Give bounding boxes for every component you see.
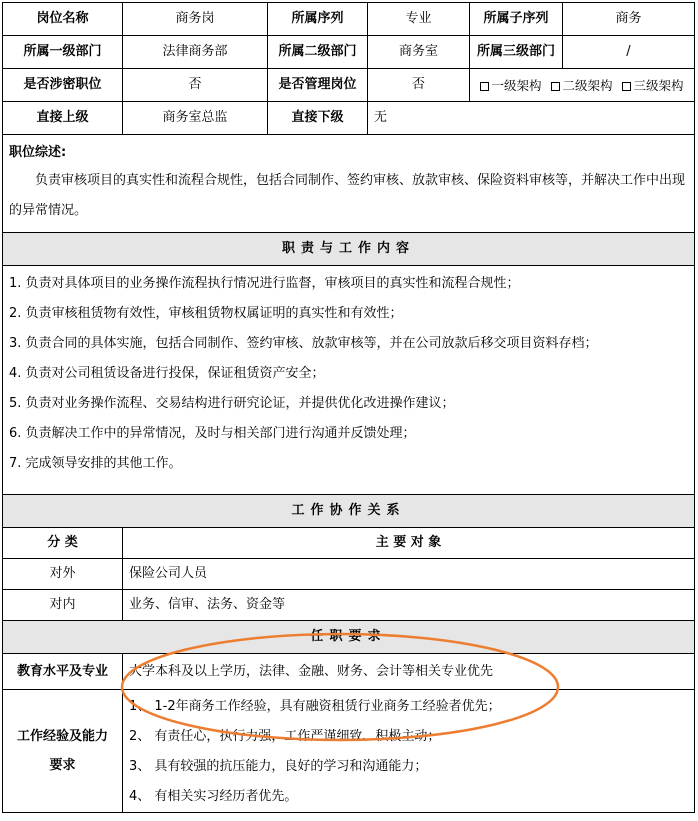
management-value: 否 xyxy=(368,69,470,102)
duty-item: 2. 负责审核租赁物有效性，审核租赁物权属证明的真实性和有效性； xyxy=(9,306,403,321)
dept-level-2-label: 所属二级部门 xyxy=(268,36,368,69)
header-row-1 xyxy=(3,3,695,36)
summary-cell xyxy=(3,135,695,233)
cooperation-target: 保险公司人员 xyxy=(123,559,695,590)
sequence-label: 所属序列 xyxy=(268,3,368,36)
requirements-section-title: 任职要求 xyxy=(3,621,695,654)
cooperation-title-row xyxy=(3,495,695,528)
job-description-document xyxy=(2,2,694,819)
duties-title-row xyxy=(3,233,695,266)
duties-section-title: 职责与工作内容 xyxy=(3,233,695,266)
dept-level-3-value: / xyxy=(563,36,695,69)
sub-sequence-value: 商务 xyxy=(563,3,695,36)
cooperation-section-title: 工作协作关系 xyxy=(3,495,695,528)
checkbox-level-3[interactable] xyxy=(622,82,631,91)
cooperation-category: 对外 xyxy=(3,559,123,590)
checkbox-level-2-label: 二级架构 xyxy=(562,77,613,93)
confidential-label: 是否涉密职位 xyxy=(3,69,123,102)
experience-label-line-2: 要求 xyxy=(49,757,76,773)
checkbox-level-2[interactable] xyxy=(551,82,560,91)
duty-item: 4. 负责对公司租赁设备进行投保，保证租赁资产安全； xyxy=(9,366,325,381)
confidential-value: 否 xyxy=(123,69,268,102)
header-row-2 xyxy=(3,36,695,69)
management-label: 是否管理岗位 xyxy=(268,69,368,102)
duty-item: 7. 完成领导安排的其他工作。 xyxy=(9,456,182,471)
experience-list xyxy=(123,690,695,813)
cooperation-row-internal xyxy=(3,590,695,621)
cooperation-row-external xyxy=(3,559,695,590)
cooperation-category-header: 分 类 xyxy=(3,528,123,559)
job-description-table xyxy=(2,2,695,813)
duty-item: 1. 负责对具体项目的业务操作流程执行情况进行监督，审核项目的真实性和流程合规性； xyxy=(9,276,520,291)
experience-item: 4、 有相关实习经历者优先。 xyxy=(129,789,298,804)
education-row xyxy=(3,654,695,690)
cooperation-target-header: 主 要 对 象 xyxy=(123,528,695,559)
header-row-4 xyxy=(3,102,695,135)
dept-level-3-label: 所属三级部门 xyxy=(470,36,563,69)
cooperation-header-row xyxy=(3,528,695,559)
subordinate-value: 无 xyxy=(368,102,695,135)
duty-item: 6. 负责解决工作中的异常情况，及时与相关部门进行沟通并反馈处理； xyxy=(9,426,416,441)
summary-title: 职位综述: xyxy=(9,145,67,160)
dept-level-1-value: 法律商务部 xyxy=(123,36,268,69)
structure-options xyxy=(470,69,695,102)
position-name-label: 岗位名称 xyxy=(3,3,123,36)
duty-item: 5. 负责对业务操作流程、交易结构进行研究论证，并提供优化改进操作建议； xyxy=(9,396,455,411)
cooperation-category: 对内 xyxy=(3,590,123,621)
dept-level-2-value: 商务室 xyxy=(368,36,470,69)
duties-row xyxy=(3,266,695,495)
requirements-title-row xyxy=(3,621,695,654)
header-row-3 xyxy=(3,69,695,102)
summary-text: 负责审核项目的真实性和流程合规性，包括合同制作、签约审核、放款审核、保险资料审核等，并解决工作中出现的异常情况。 xyxy=(9,172,686,218)
checkbox-level-1-label: 一级架构 xyxy=(491,77,542,93)
duties-list xyxy=(3,266,695,495)
dept-level-1-label: 所属一级部门 xyxy=(3,36,123,69)
experience-row xyxy=(3,690,695,813)
checkbox-level-3-label: 三级架构 xyxy=(633,77,684,93)
position-name-value: 商务岗 xyxy=(123,3,268,36)
subordinate-label: 直接下级 xyxy=(268,102,368,135)
duty-item: 3. 负责合同的具体实施，包括合同制作、签约审核、放款审核等，并在公司放款后移交项目资料存档； xyxy=(9,336,598,351)
education-label: 教育水平及专业 xyxy=(3,654,123,690)
superior-value: 商务室总监 xyxy=(123,102,268,135)
experience-label-line-1: 工作经验及能力 xyxy=(16,728,108,744)
sequence-value: 专业 xyxy=(368,3,470,36)
summary-row xyxy=(3,135,695,233)
experience-item: 3、 具有较强的抗压能力，良好的学习和沟通能力； xyxy=(129,759,428,774)
superior-label: 直接上级 xyxy=(3,102,123,135)
cooperation-target: 业务、信审、法务、资金等 xyxy=(123,590,695,621)
experience-item: 1、 1-2年商务工作经验，具有融资租赁行业商务工经验者优先； xyxy=(129,699,501,714)
experience-label xyxy=(3,690,123,813)
education-value: 大学本科及以上学历，法律、金融、财务、会计等相关专业优先 xyxy=(123,654,695,690)
checkbox-level-1[interactable] xyxy=(480,82,489,91)
experience-item: 2、 有责任心，执行力强，工作严谨细致、积极主动； xyxy=(129,729,441,744)
sub-sequence-label: 所属子序列 xyxy=(470,3,563,36)
